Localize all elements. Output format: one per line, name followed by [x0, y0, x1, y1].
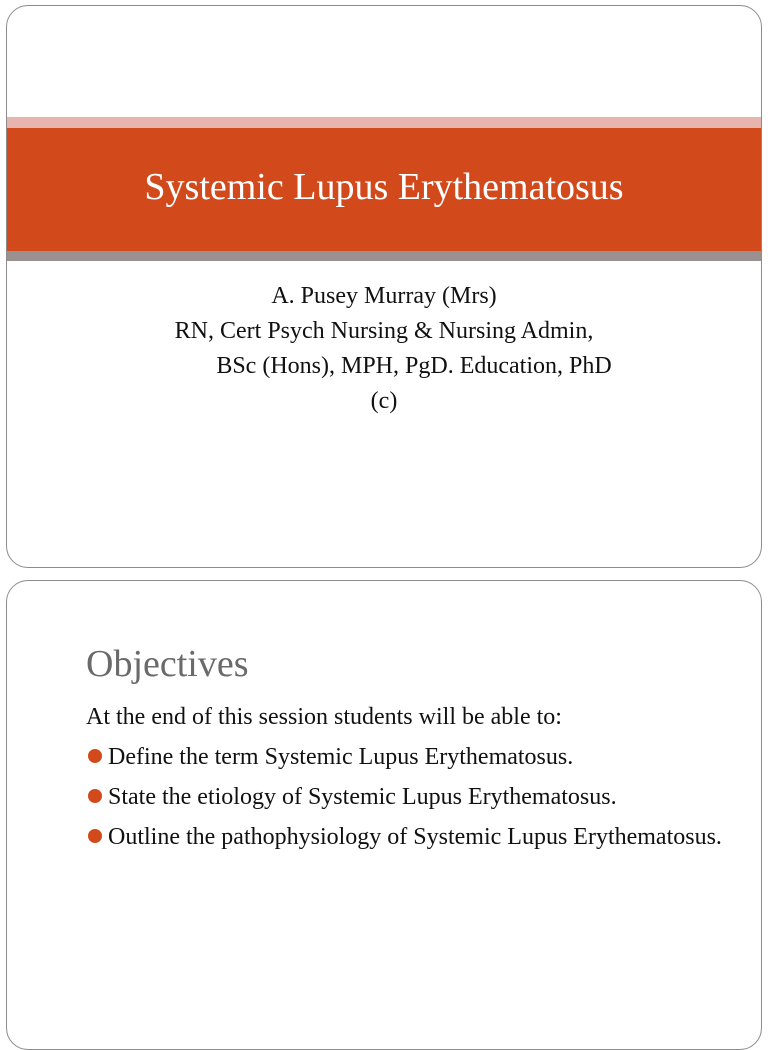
title-band: [7, 128, 761, 251]
credentials-line-2: BSc (Hons), MPH, PgD. Education, PhD: [216, 353, 612, 379]
objective-item: [86, 740, 726, 774]
slide-title: Systemic Lupus Erythematosus: [144, 165, 624, 208]
objective-item: [86, 820, 726, 854]
objectives-list: [86, 740, 726, 860]
objective-text: Outline the pathophysiology of Systemic Lupus Erythematosus.: [108, 824, 722, 850]
objective-text: State the etiology of Systemic Lupus Erythematosus.: [108, 784, 617, 810]
objective-text: Define the term Systemic Lupus Erythematosus.: [108, 744, 574, 770]
credentials-line-1: RN, Cert Psych Nursing & Nursing Admin,: [174, 318, 594, 344]
objectives-heading: Objectives: [86, 643, 249, 685]
title-band-top-stripe: [7, 117, 761, 128]
objective-item: [86, 780, 726, 814]
subtitle-block: [7, 279, 761, 419]
objectives-slide: [6, 580, 762, 1050]
bullet-dot-icon: [88, 789, 102, 803]
title-band-bottom-stripe: [7, 251, 761, 261]
bullet-dot-icon: [88, 749, 102, 763]
objectives-intro: At the end of this session students will be able to:: [86, 704, 562, 730]
title-slide: [6, 5, 762, 568]
author-name: A. Pusey Murray (Mrs): [271, 283, 497, 309]
copyright-mark: (c): [370, 388, 398, 414]
bullet-dot-icon: [88, 829, 102, 843]
